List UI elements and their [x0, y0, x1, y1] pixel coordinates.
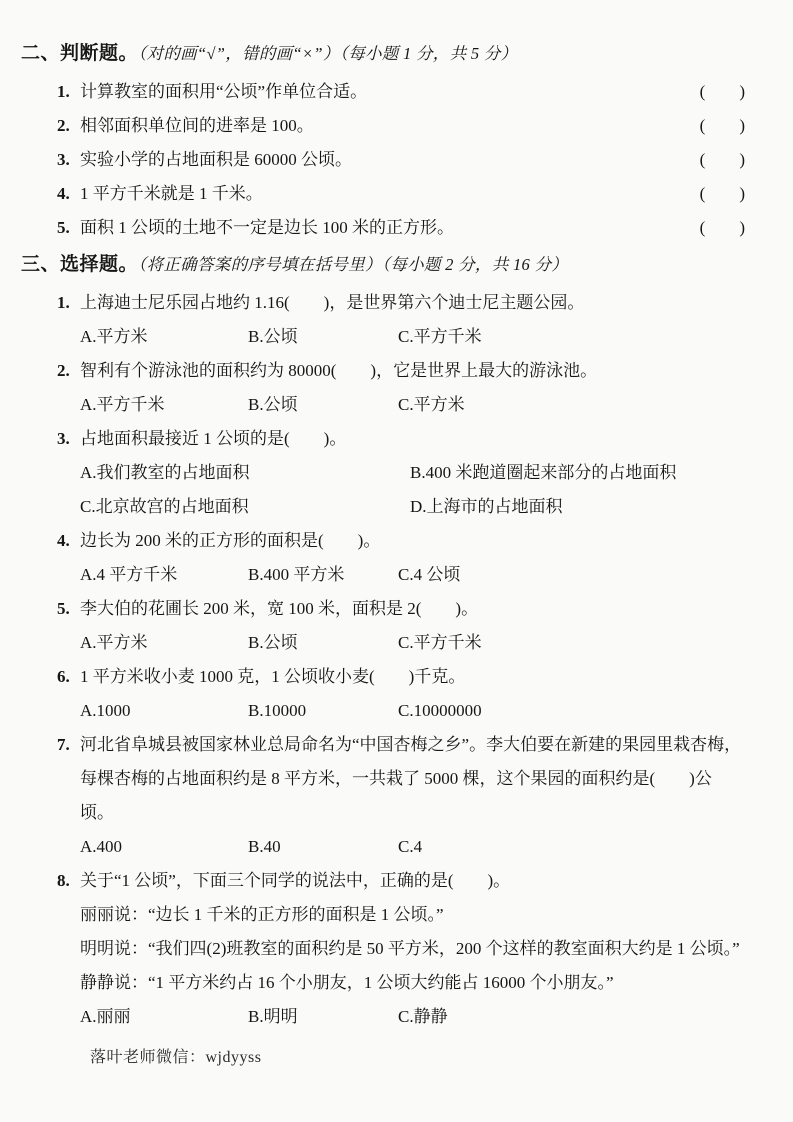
question-number: 8. [57, 871, 70, 890]
answer-bracket: ( ) [699, 218, 745, 237]
statement-lili: 丽丽说：“边长 1 千米的正方形的面积是 1 公顷。” [80, 905, 444, 924]
question-text: 边长为 200 米的正方形的面积是( )。 [80, 531, 381, 550]
choice-question-3 [21, 422, 745, 456]
answer-bracket: ( ) [699, 116, 745, 135]
judgment-question-4 [21, 177, 745, 211]
question-text: 实验小学的占地面积是 60000 公顷。 [80, 150, 352, 169]
section-judgment-hint: （对的画“√”，错的画“×”）（每小题 1 分，共 5 分） [138, 44, 518, 63]
option: C.平方千米 [398, 633, 482, 652]
question-number: 3. [57, 150, 70, 169]
choice-question-8-options [80, 1000, 745, 1034]
choice-question-7 [21, 728, 745, 830]
question-text: 面积 1 公顷的土地不一定是边长 100 米的正方形。 [80, 218, 454, 237]
answer-bracket: ( ) [699, 150, 745, 169]
answer-bracket: ( ) [699, 82, 745, 101]
section-choice-hint: （将正确答案的序号填在括号里）（每小题 2 分，共 16 分） [138, 255, 569, 274]
choice-question-1-options [80, 320, 745, 354]
option: A.1000 [80, 701, 131, 720]
judgment-question-2 [21, 109, 745, 143]
question-text: 智利有个游泳池的面积约为 80000( )，它是世界上最大的游泳池。 [80, 361, 598, 380]
option: C.平方米 [398, 395, 465, 414]
option: B.明明 [248, 1007, 298, 1026]
statement-jingjing: 静静说：“1 平方米约占 16 个小朋友，1 公顷大约能占 16000 个小朋友。” [80, 973, 614, 992]
option: A.4 平方千米 [80, 565, 178, 584]
option: B.400 米跑道圈起来部分的占地面积 [410, 463, 677, 482]
option: C.4 [398, 837, 423, 856]
option: C.平方千米 [398, 327, 482, 346]
section-judgment-title: 二、判断题。 [21, 43, 139, 64]
choice-question-3-options-row2 [80, 490, 745, 524]
option: A.丽丽 [80, 1007, 131, 1026]
option: C.4 公顷 [398, 565, 461, 584]
section-judgment-header [21, 34, 745, 75]
judgment-question-1 [21, 75, 745, 109]
question-number: 1. [57, 293, 70, 312]
question-number: 4. [57, 184, 70, 203]
judgment-question-3 [21, 143, 745, 177]
question-text: 计算教室的面积用“公顷”作单位合适。 [80, 82, 368, 101]
option: B.40 [248, 837, 281, 856]
question-text: 关于“1 公顷”，下面三个同学的说法中，正确的是( )。 [80, 871, 511, 890]
option: A.400 [80, 837, 123, 856]
question-text: 河北省阜城县被国家林业总局命名为“中国杏梅之乡”。李大伯要在新建的果园里栽杏梅，每棵杏梅的占地面积约是 8 平方米，一共栽了 5000 棵，这个果园的面积约是( )公顷。 [80, 735, 742, 822]
option: A.我们教室的占地面积 [80, 463, 250, 482]
choice-question-2 [21, 354, 745, 388]
question-number: 5. [57, 218, 70, 237]
option: C.10000000 [398, 701, 482, 720]
choice-question-5 [21, 592, 745, 626]
choice-question-4-options [80, 558, 745, 592]
section-choice-title: 三、选择题。 [21, 254, 139, 275]
option: A.平方千米 [80, 395, 165, 414]
statement-mingming: 明明说：“我们四(2)班教室的面积约是 50 平方米，200 个这样的教室面积大约是 1 公顷。” [80, 939, 740, 958]
question-text: 上海迪士尼乐园占地约 1.16( )，是世界第六个迪士尼主题公园。 [80, 293, 585, 312]
question-text: 1 平方千米就是 1 千米。 [80, 184, 263, 203]
option: D.上海市的占地面积 [410, 497, 563, 516]
option: C.北京故宫的占地面积 [80, 497, 249, 516]
option: B.400 平方米 [248, 565, 345, 584]
question-text: 1 平方米收小麦 1000 克，1 公顷收小麦( )千克。 [80, 667, 466, 686]
question-text: 占地面积最接近 1 公顷的是( )。 [80, 429, 347, 448]
option: C.静静 [398, 1007, 448, 1026]
judgment-question-5 [21, 211, 745, 245]
question-number: 4. [57, 531, 70, 550]
option: B.公顷 [248, 395, 298, 414]
question-number: 5. [57, 599, 70, 618]
option: B.10000 [248, 701, 307, 720]
question-text: 相邻面积单位间的进率是 100。 [80, 116, 314, 135]
footer-note: 落叶老师微信：wjdyyss [90, 1049, 262, 1066]
section-choice-header [21, 245, 745, 286]
choice-question-6-options [80, 694, 745, 728]
question-number: 1. [57, 82, 70, 101]
option: B.公顷 [248, 633, 298, 652]
choice-question-8 [21, 864, 745, 898]
choice-question-5-options [80, 626, 745, 660]
choice-question-6 [21, 660, 745, 694]
choice-question-4 [21, 524, 745, 558]
question-number: 7. [57, 735, 70, 754]
choice-question-1 [21, 286, 745, 320]
choice-question-7-options [80, 830, 745, 864]
choice-question-2-options [80, 388, 745, 422]
answer-bracket: ( ) [699, 184, 745, 203]
option: B.公顷 [248, 327, 298, 346]
question-number: 2. [57, 361, 70, 380]
question-number: 3. [57, 429, 70, 448]
option: A.平方米 [80, 633, 148, 652]
question-number: 2. [57, 116, 70, 135]
question-text: 李大伯的花圃长 200 米，宽 100 米，面积是 2( )。 [80, 599, 479, 618]
option: A.平方米 [80, 327, 148, 346]
question-number: 6. [57, 667, 70, 686]
choice-question-3-options-row1 [80, 456, 745, 490]
